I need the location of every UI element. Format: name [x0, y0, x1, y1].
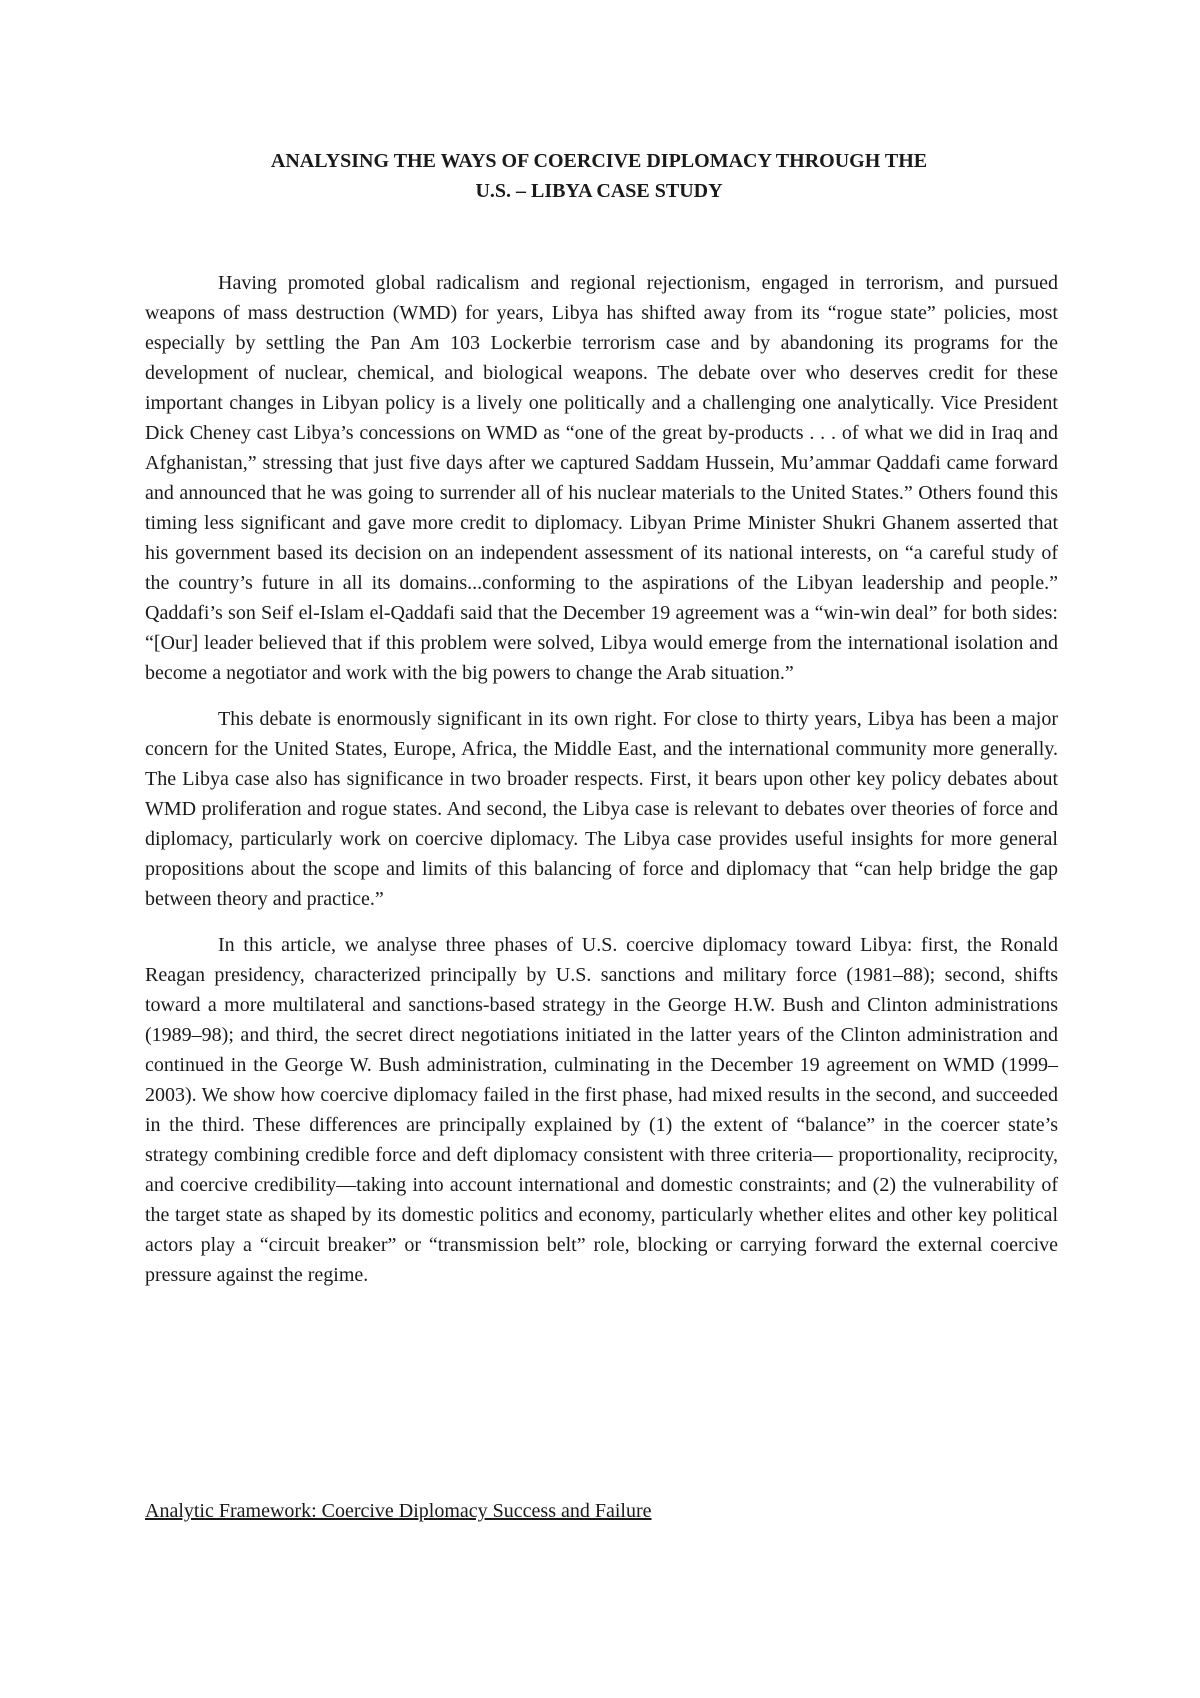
document-body [145, 268, 1058, 1306]
paragraph-1: Having promoted global radicalism and regional rejectionism, engaged in terrorism, and pursued weapons of mass destruction (WMD) for years, Libya has shifted away from its “rogue state” policies, most especially by settling the Pan Am 103 Lockerbie terrorism case and by abandoning its programs for the development of nuclear, chemical, and biological weapons. The debate over who deserves credit for these important changes in Libyan policy is a lively one politically and a challenging one analytically. Vice President Dick Cheney cast Libya’s concessions on WMD as “one of the great by-products . . . of what we did in Iraq and Afghanistan,” stressing that just five days after we captured Saddam Hussein, Mu’ammar Qaddafi came forward and announced that he was going to surrender all of his nuclear materials to the United States.” Others found this timing less significant and gave more credit to diplomacy. Libyan Prime Minister Shukri Ghanem asserted that his government based its decision on an independent assessment of its national interests, on “a careful study of the country’s future in all its domains...conforming to the aspirations of the Libyan leadership and people.” Qaddafi’s son Seif el-Islam el-Qaddafi said that the December 19 agreement was a “win-win deal” for both sides: “[Our] leader believed that if this problem were solved, Libya would emerge from the international isolation and become a negotiator and work with the big powers to change the Arab situation.” [145, 272, 1058, 684]
section-heading: Analytic Framework: Coercive Diplomacy Success and Failure [145, 1500, 652, 1522]
paragraph-3: In this article, we analyse three phases of U.S. coercive diplomacy toward Libya: first, the Ronald Reagan presidency, characterized principally by U.S. sanctions and military force (1981–88); second, shifts toward a more multilateral and sanctions-based strategy in the George H.W. Bush and Clinton administrations (1989–98); and third, the secret direct negotiations initiated in the latter years of the Clinton administration and continued in the George W. Bush administration, culminating in the December 19 agreement on WMD (1999–2003). We show how coercive diplomacy failed in the first phase, had mixed results in the second, and succeeded in the third. These differences are principally explained by (1) the extent of “balance” in the coercer state’s strategy combining credible force and deft diplomacy consistent with three criteria— proportionality, reciprocity, and coercive credibility—taking into account international and domestic constraints; and (2) the vulnerability of the target state as shaped by its domestic politics and economy, particularly whether elites and other key political actors play a “circuit breaker” or “transmission belt” role, blocking or carrying forward the external coercive pressure against the regime. [145, 934, 1058, 1286]
title-line-1: ANALYSING THE WAYS OF COERCIVE DIPLOMACY THROUGH THE [270, 150, 928, 172]
document-title [145, 146, 1053, 206]
paragraph-2: This debate is enormously significant in its own right. For close to thirty years, Libya has been a major concern for the United States, Europe, Africa, the Middle East, and the international community more generally. The Libya case also has significance in two broader respects. First, it bears upon other key policy debates about WMD proliferation and rogue states. And second, the Libya case is relevant to debates over theories of force and diplomacy, particularly work on coercive diplomacy. The Libya case provides useful insights for more general propositions about the scope and limits of this balancing of force and diplomacy that “can help bridge the gap between theory and practice.” [145, 708, 1058, 910]
title-line-2: U.S. – LIBYA CASE STUDY [475, 180, 723, 202]
